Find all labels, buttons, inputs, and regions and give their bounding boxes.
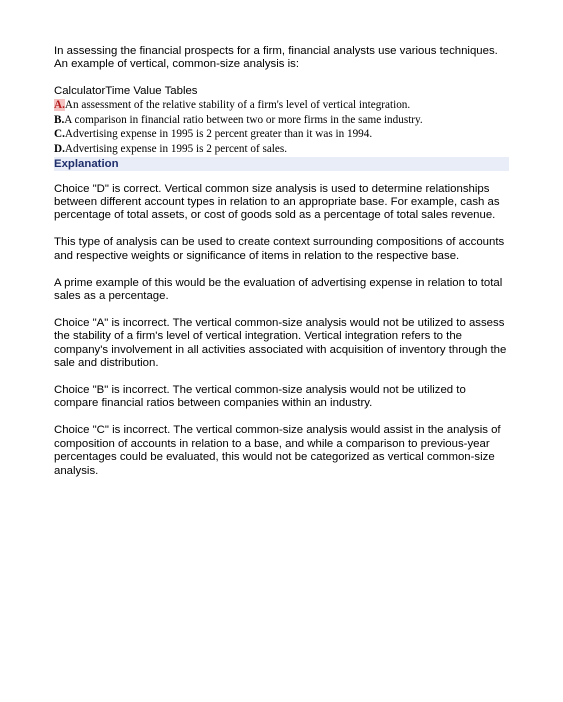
explanation-paragraph: Choice "B" is incorrect. The vertical common-size analysis would not be utilized to compare financial ratios between companies within an industry. [54, 384, 466, 410]
time-value-tables-link[interactable]: Time Value Tables [105, 84, 198, 97]
answer-choices [54, 98, 509, 156]
tool-links [54, 85, 509, 98]
calculator-link[interactable]: Calculator [54, 84, 106, 97]
question-page [54, 45, 509, 492]
choice-letter: C. [54, 128, 65, 141]
choice-letter: A. [54, 99, 65, 112]
choice-letter: D. [54, 143, 65, 155]
choice-text: Advertising expense in 1995 is 2 percent greater than it was in 1994. [64, 128, 373, 141]
choice-d[interactable] [54, 142, 509, 157]
explanation-header: Explanation [54, 157, 509, 171]
choice-a[interactable] [54, 98, 509, 113]
choice-text: A comparison in financial ratio between two or more firms in the same industry. [64, 113, 423, 126]
explanation-paragraph: This type of analysis can be used to create context surrounding compositions of accounts and respective weights or significance of items in relation to the respective base. [54, 236, 505, 262]
explanation-paragraph: A prime example of this would be the evaluation of advertising expense in relation to total sales as a percentage. [54, 276, 503, 303]
explanation-paragraph: Choice "C" is incorrect. The vertical common-size analysis would assist in the analysis of composition of accounts in relation to a base, and while a comparison to previous-year percentages could be evaluated, this would not be categorized as vertical common-size analysis. [54, 424, 501, 477]
explanation-paragraph: Choice "A" is incorrect. The vertical common-size analysis would not be utilized to assess the stability of a firm's level of vertical integration. Vertical integration refers to the company's involvement in all activities associated with acquisition of inventory through the sale and distribution. [54, 316, 507, 370]
choice-letter: B. [54, 113, 65, 126]
question-intro: In assessing the financial prospects for a firm, financial analysts use various techniques. An example of vertical, common-size analysis is: [54, 45, 498, 71]
choice-b[interactable] [54, 113, 509, 128]
explanation-paragraph: Choice "D" is correct. Vertical common size analysis is used to determine relationships between different account types in relation to an appropriate base. For example, cash as percentage of total assets, or cost of goods sold as a percentage of total sales revenue. [54, 182, 500, 222]
choice-c[interactable] [54, 127, 509, 142]
choice-text: An assessment of the relative stability of a firm's level of vertical integration. [64, 99, 411, 112]
choice-text: Advertising expense in 1995 is 2 percent of sales. [64, 143, 288, 155]
